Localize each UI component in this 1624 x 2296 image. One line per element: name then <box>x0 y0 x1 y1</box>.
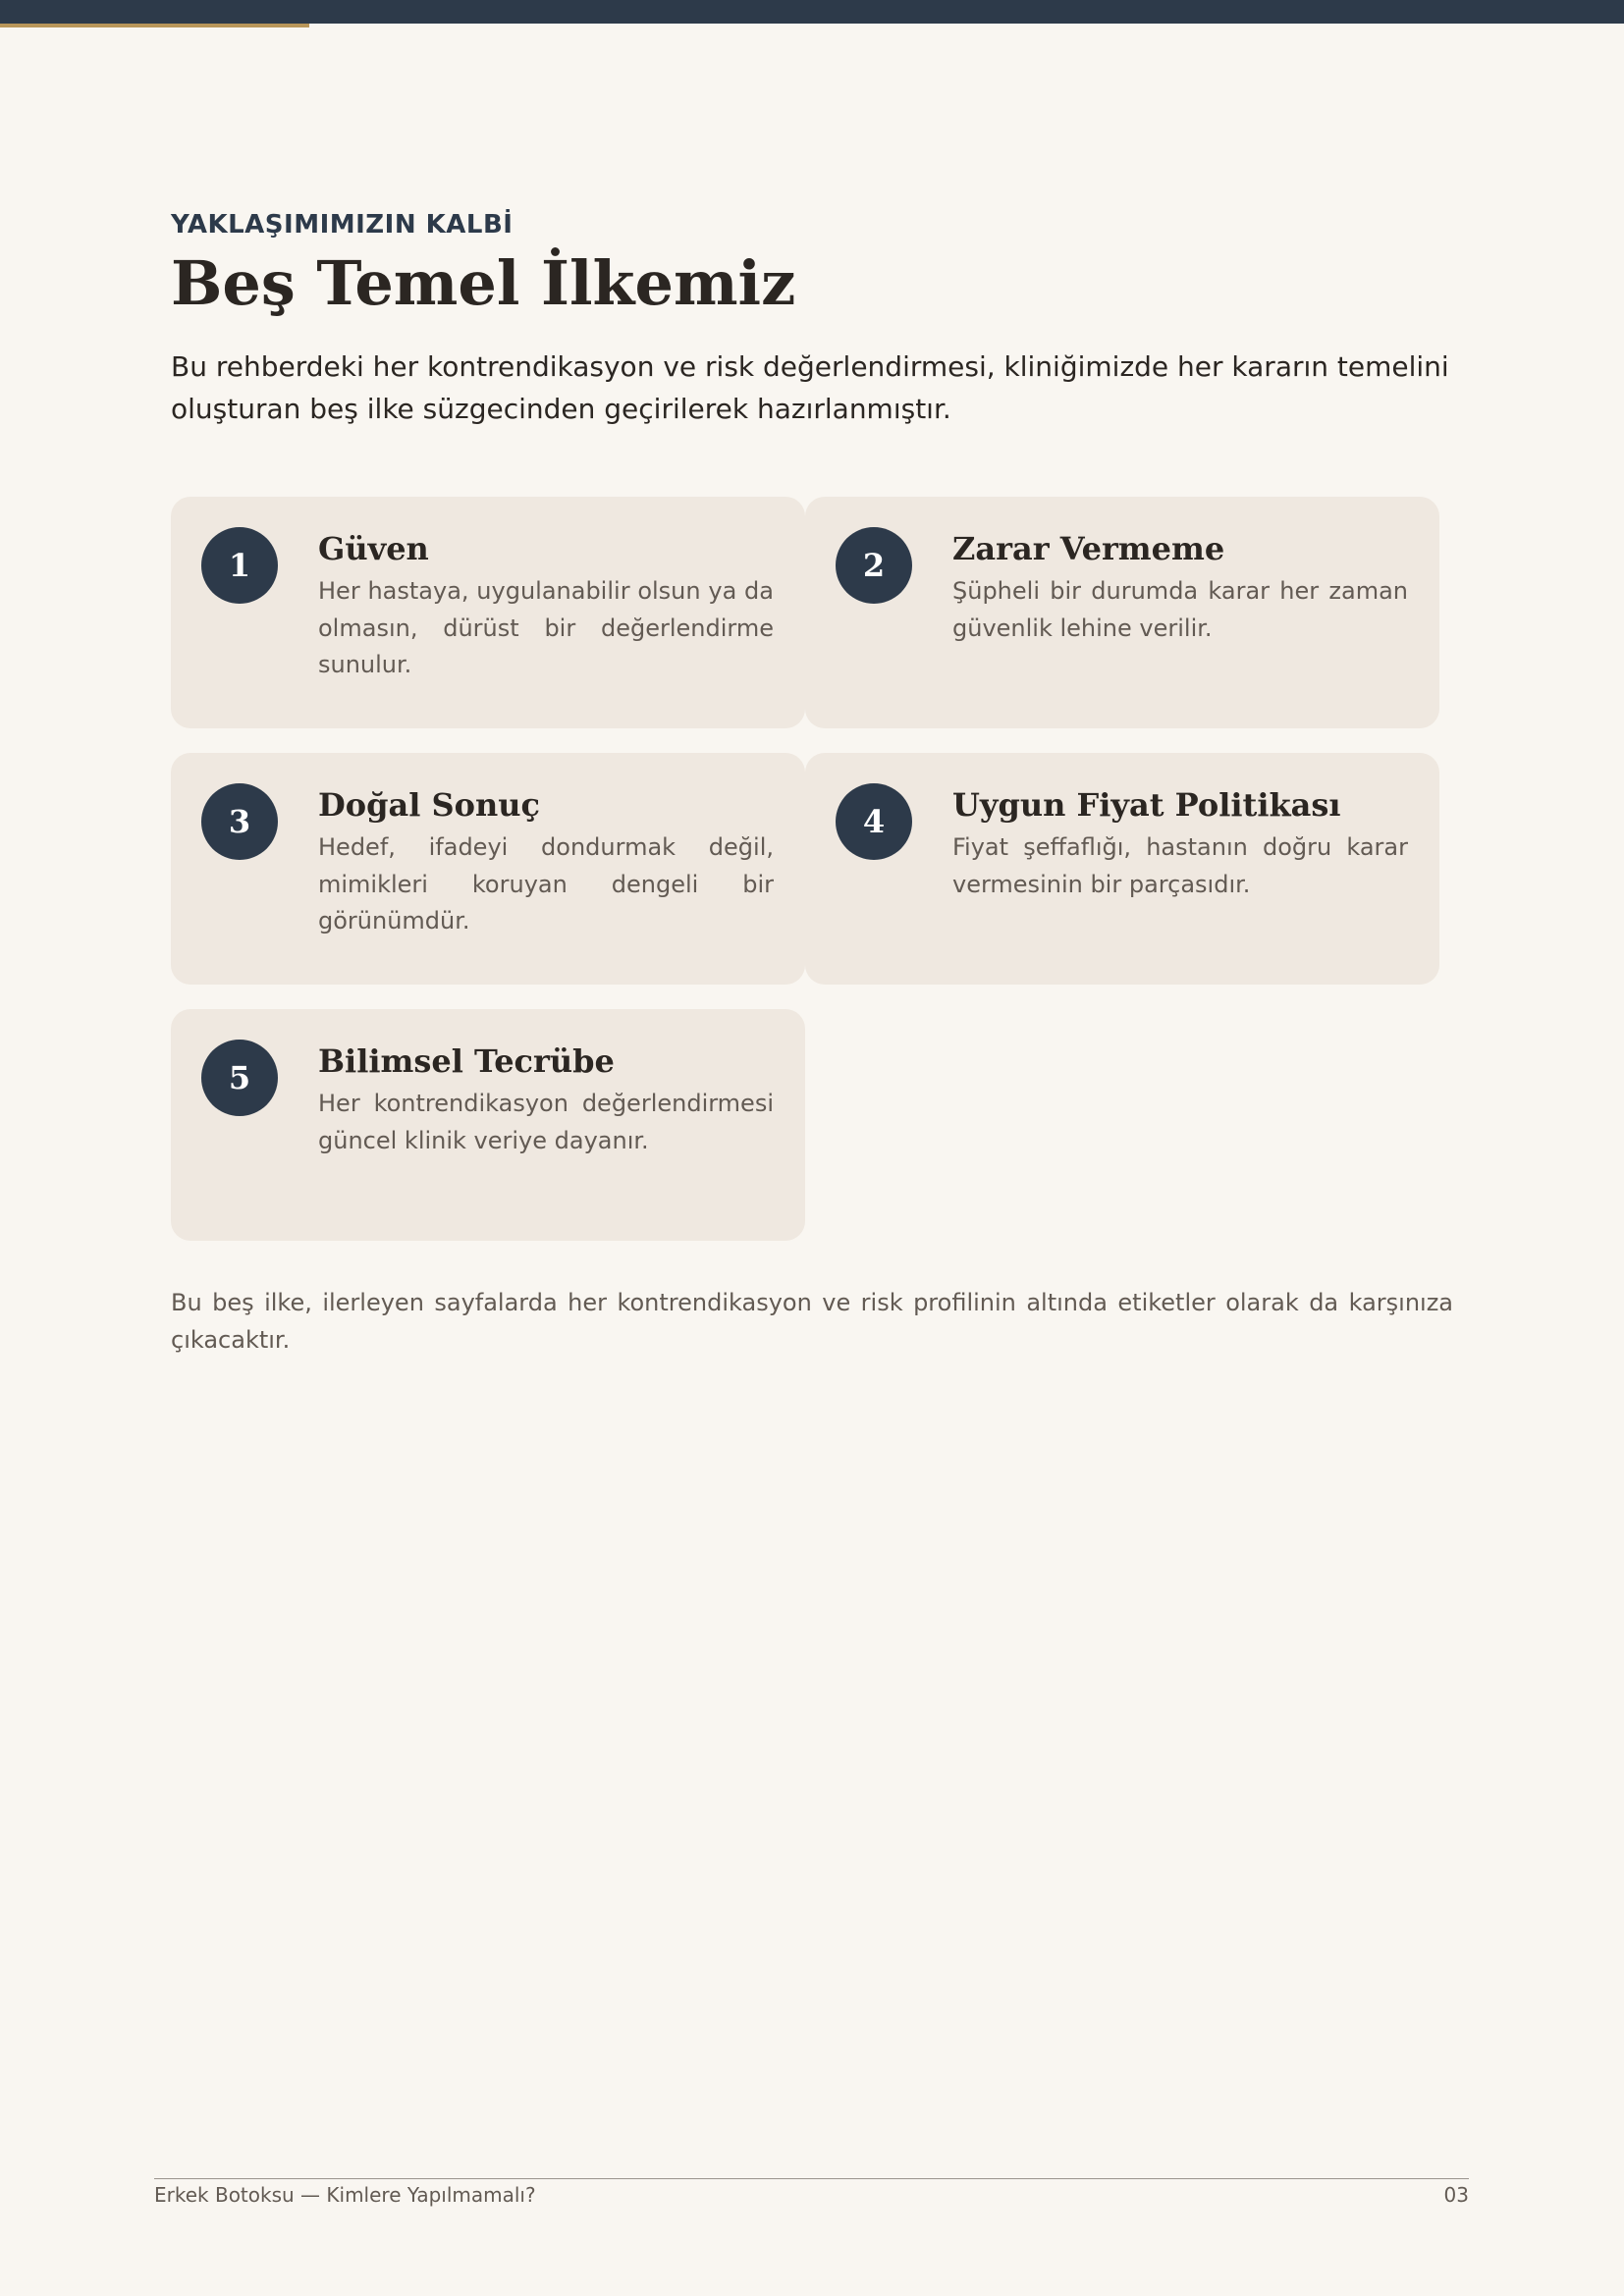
principle-title: Uygun Fiyat Politikası <box>952 786 1341 824</box>
principle-text: Fiyat şeffaflığı, hastanın doğru karar vermesinin bir parçasıdır. <box>952 833 1408 898</box>
principle-card-1 <box>171 497 805 728</box>
principle-text: Şüpheli bir durumda karar her zaman güvenlik lehine verilir. <box>952 577 1408 642</box>
principle-title: Zarar Vermeme <box>952 530 1225 567</box>
principle-title: Güven <box>318 530 429 567</box>
section-eyebrow: YAKLAŞIMIMIZIN KALBİ <box>171 210 514 240</box>
footer-document-title: Erkek Botoksu — Kimlere Yapılmamalı? <box>154 2183 536 2207</box>
number-badge: 5 <box>201 1040 278 1116</box>
number-badge: 4 <box>836 783 912 860</box>
page-title: Beş Temel İlkemiz <box>171 247 796 319</box>
principle-title: Doğal Sonuç <box>318 786 540 824</box>
number-badge: 2 <box>836 527 912 604</box>
footer-divider <box>154 2178 1469 2179</box>
top-accent-line <box>0 24 309 27</box>
intro-paragraph: Bu rehberdeki her kontrendikasyon ve risk değerlendirmesi, kliniğimizde her kararın temelini oluşturan beş ilke süzgecinden geçirilerek hazırlanmıştır. <box>171 350 1449 425</box>
principle-card-3 <box>171 753 805 985</box>
principle-text: Her hastaya, uygulanabilir olsun ya da olmasın, dürüst bir değerlendirme sunulur. <box>318 577 774 678</box>
principle-title: Bilimsel Tecrübe <box>318 1042 615 1080</box>
principle-text: Her kontrendikasyon değerlendirmesi güncel klinik veriye dayanır. <box>318 1090 774 1154</box>
number-badge: 3 <box>201 783 278 860</box>
principle-text: Hedef, ifadeyi dondurmak değil, mimikleri koruyan dengeli bir görünümdür. <box>318 833 774 934</box>
footer-page-number: 03 <box>1443 2183 1469 2207</box>
principle-card-4 <box>805 753 1439 985</box>
number-badge: 1 <box>201 527 278 604</box>
closing-paragraph: Bu beş ilke, ilerleyen sayfalarda her kontrendikasyon ve risk profilinin altında etiketler olarak da karşınıza çıkacaktır. <box>171 1289 1453 1354</box>
top-bar <box>0 0 1624 24</box>
principle-card-5 <box>171 1009 805 1241</box>
principle-card-2 <box>805 497 1439 728</box>
